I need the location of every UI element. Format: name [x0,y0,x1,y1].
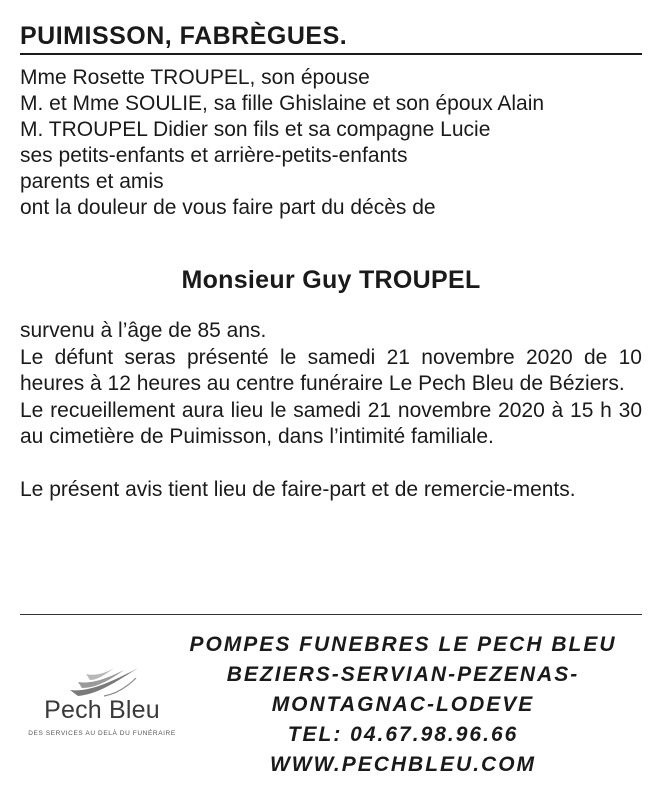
family-list [20,65,642,221]
header-city: PUIMISSON, FABRÈGUES. [20,22,348,50]
viewing-text: Le défunt seras présenté le samedi 21 novembre 2020 de 10 heures à 12 heures au centre funéraire Le Pech Bleu de Béziers. [20,345,642,395]
family-line: M. TROUPEL Didier son fils et sa compagne Lucie [20,118,491,141]
deceased-name: Monsieur Guy TROUPEL [181,266,481,294]
funeral-home-name: POMPES FUNEBRES LE PECH BLEU [189,633,617,656]
closing-text: Le présent avis tient lieu de faire-part et de remercie-ments. [20,477,576,501]
pech-bleu-logo [22,662,182,742]
funeral-home-phone: TEL: 04.67.98.96.66 [287,723,519,746]
funeral-home-locations: BEZIERS-SERVIAN-PEZENAS- [226,663,580,686]
family-line: Mme Rosette TROUPEL, son épouse [20,66,370,89]
family-line: ses petits-enfants et arrière-petits-enfants [20,144,408,167]
logo-wordmark: Pech Bleu [44,696,160,724]
funeral-home-locations-cont: MONTAGNAC-LODEVE [271,693,535,716]
details-block [20,318,642,503]
family-line: M. et Mme SOULIE, sa fille Ghislaine et son époux Alain [20,92,545,115]
footer-divider [20,614,642,615]
funeral-home-block [168,630,638,780]
logo-tagline: DES SERVICES AU DELÀ DU FUNÉRAIRE [28,730,176,737]
family-line: ont la douleur de vous faire part du décès de [20,196,436,219]
ceremony-text: Le recueillement aura lieu le samedi 21 novembre 2020 à 15 h 30 au cimetière de Puimisson, dans l’intimité familiale. [20,398,642,448]
family-line: parents et amis [20,170,164,193]
header-divider [20,53,642,55]
age-text: survenu à l’âge de 85 ans. [20,319,267,342]
funeral-home-website: WWW.PECHBLEU.COM [269,753,537,776]
